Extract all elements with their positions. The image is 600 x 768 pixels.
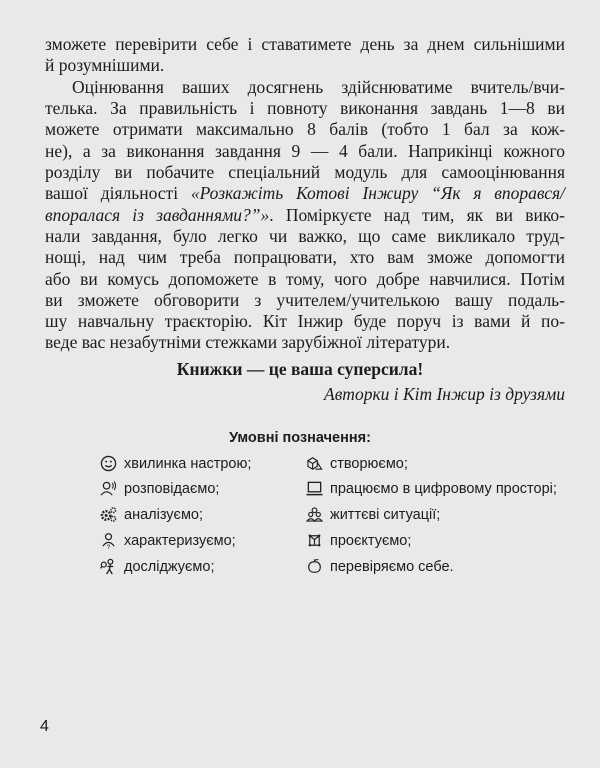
text-line: можете отримати максимально 8 балів (тобто 1 бал за кож- — [45, 119, 565, 139]
text-line: зможете перевірити себе і ставатимете день за днем сильнішими — [45, 34, 565, 54]
legend-item — [306, 558, 454, 575]
person-question-icon — [100, 532, 117, 549]
text-line: розділу ви побачите спеціальний модуль для самооцінювання — [45, 162, 565, 182]
module-title: «Розкажіть Котові Інжиру “Як я впорався/ — [190, 183, 565, 203]
text-line: телька. За правильність і повноту виконання завдань 1—8 ви — [45, 98, 565, 118]
legend-label: аналізуємо; — [124, 506, 204, 523]
legend-label: створюємо; — [330, 455, 408, 472]
laptop-icon — [306, 480, 323, 497]
legend-item — [306, 532, 411, 549]
speaking-person-icon — [100, 480, 117, 497]
legend-item — [100, 532, 236, 549]
legend-label: досліджуємо; — [124, 558, 215, 575]
legend-label: життєві ситуації; — [330, 506, 441, 523]
text-line: й розумнішими. — [45, 55, 165, 75]
signature: Авторки і Кіт Інжир із друзями — [324, 384, 565, 404]
text-line — [45, 183, 565, 204]
legend-item — [100, 558, 215, 575]
text-line: ви зможете обговорити з учителем/учителькою вашу подаль- — [45, 290, 565, 310]
text-line: веде вас незабутніми стежками зарубіжної літератури. — [45, 332, 451, 352]
text-line: нали завдання, було легко чи важко, що саме викликало труд- — [45, 226, 565, 246]
text-line: або ви комусь допоможете в тому, чого добре навчилися. Потім — [45, 269, 565, 289]
text-span: . Поміркуєте над тим, як ви вико- — [269, 205, 566, 225]
legend-item — [100, 480, 219, 497]
text-span: вашої діяльності — [45, 183, 179, 203]
module-title-cont: впоралася із завданнями?”» — [45, 205, 270, 225]
text-line — [45, 205, 565, 226]
legend-item — [306, 455, 408, 472]
svg-text:?: ? — [106, 544, 111, 549]
smiley-icon — [100, 455, 117, 472]
legend-label: хвилинка настрою; — [124, 455, 252, 472]
explorer-icon — [100, 558, 117, 575]
text-line: не), а за виконання завдання 9 — 4 бали. Наприкінці кожного — [45, 141, 565, 161]
legend-label: перевіряємо себе. — [330, 558, 454, 575]
legend-label: розповідаємо; — [124, 480, 220, 497]
gears-icon — [100, 506, 117, 523]
page-number: 4 — [40, 718, 49, 735]
fig-icon — [306, 558, 323, 575]
legend-item — [100, 506, 203, 523]
legend-title: Умовні позначення: — [229, 430, 371, 446]
legend-item — [306, 506, 440, 523]
project-cube-icon — [306, 532, 323, 549]
slogan: Книжки — це ваша суперсила! — [176, 359, 424, 379]
text-line: шу навчальну траєкторію. Кіт Інжир буде поруч із вами й по- — [45, 311, 565, 331]
text-line: Оцінювання ваших досягнень здійснюватиме вчитель/вчи- — [72, 77, 565, 97]
legend-label: проєктуємо; — [330, 532, 412, 549]
legend-label: характеризуємо; — [124, 532, 236, 549]
text-line: нощі, над чим треба попрацювати, хто вам зможе допомогти — [45, 247, 565, 267]
legend-label: працюємо в цифровому просторі; — [330, 480, 557, 497]
legend-item — [306, 480, 557, 497]
legend-item — [100, 455, 251, 472]
shapes-icon — [306, 455, 323, 472]
people-icon — [306, 506, 323, 523]
